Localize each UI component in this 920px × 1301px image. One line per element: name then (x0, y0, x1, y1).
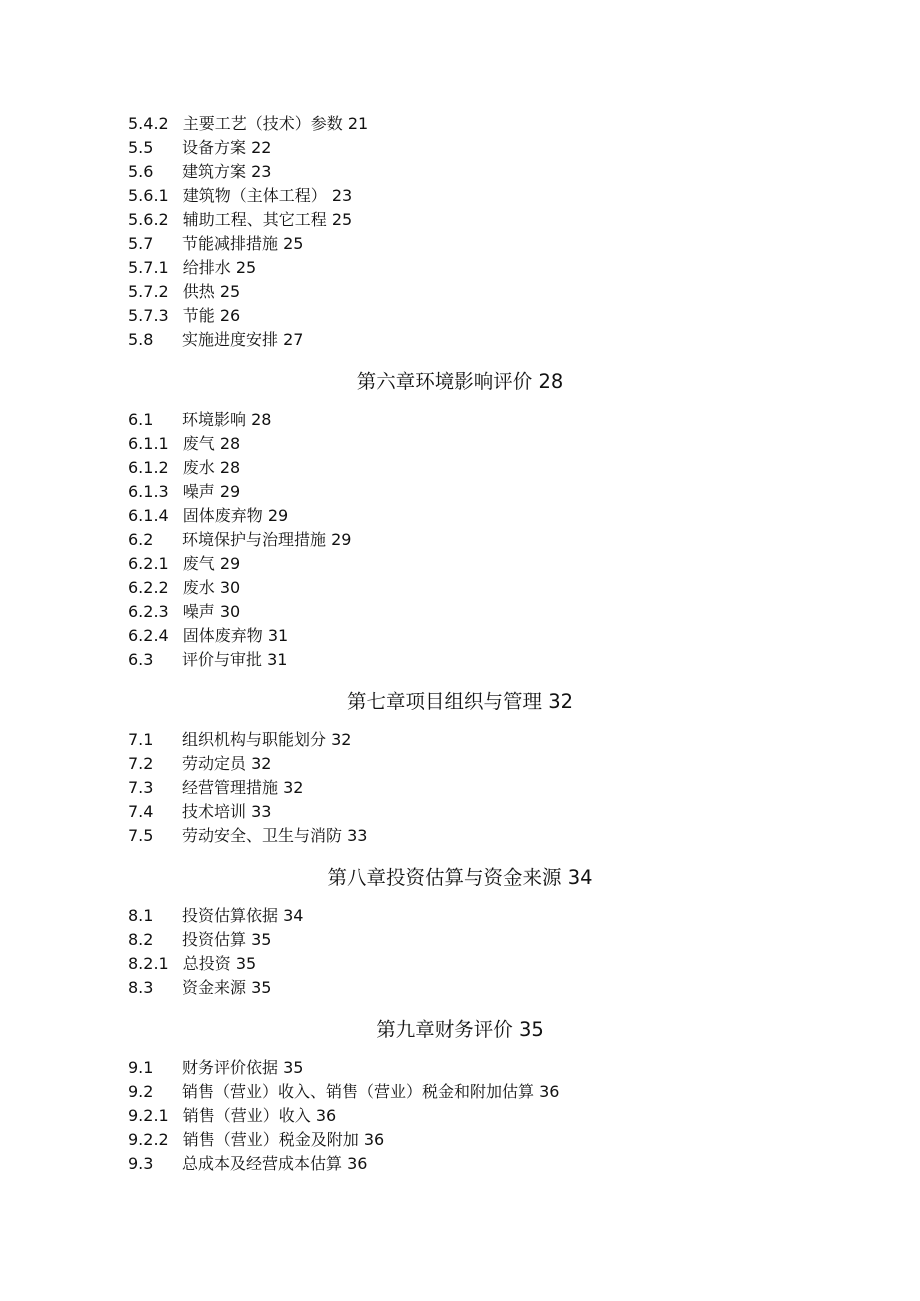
entry-number: 7.2 (128, 754, 154, 773)
entry-page: 36 (363, 1130, 385, 1149)
toc-entry[interactable] (128, 904, 808, 928)
entry-page: 36 (315, 1106, 337, 1125)
entry-page: 28 (219, 458, 241, 477)
entry-title: 废气 (182, 554, 215, 573)
entry-number: 6.2.4 (128, 626, 169, 645)
entry-title: 设备方案 (182, 138, 247, 157)
entry-page: 36 (347, 1154, 368, 1173)
entry-number: 6.1.3 (128, 482, 169, 501)
toc-section-7 (128, 728, 808, 848)
entry-page: 25 (283, 234, 304, 253)
entry-title: 劳动安全、卫生与消防 (182, 826, 343, 845)
entry-number: 6.2.2 (128, 578, 169, 597)
entry-page: 27 (283, 330, 304, 349)
entry-page: 21 (347, 114, 369, 133)
toc-entry[interactable] (128, 208, 808, 232)
toc-entry[interactable] (128, 648, 808, 672)
entry-number: 6.1.2 (128, 458, 169, 477)
chapter-heading-7[interactable] (0, 688, 920, 716)
entry-title: 销售（营业）收入 (182, 1106, 311, 1125)
entry-page: 34 (283, 906, 304, 925)
toc-section-6 (128, 408, 808, 672)
toc-entry[interactable] (128, 184, 808, 208)
entry-page: 23 (331, 186, 353, 205)
entry-page: 35 (251, 930, 272, 949)
entry-number: 7.3 (128, 778, 154, 797)
entry-page: 28 (251, 410, 272, 429)
toc-entry[interactable] (128, 456, 808, 480)
entry-number: 9.2.1 (128, 1106, 169, 1125)
toc-entry[interactable] (128, 480, 808, 504)
toc-entry[interactable] (128, 576, 808, 600)
entry-title: 经营管理措施 (182, 778, 279, 797)
toc-entry[interactable] (128, 256, 808, 280)
entry-title: 资金来源 (182, 978, 247, 997)
entry-page: 22 (251, 138, 272, 157)
entry-title: 建筑物（主体工程） (182, 186, 327, 205)
entry-title: 投资估算 (182, 930, 247, 949)
entry-page: 25 (219, 282, 241, 301)
entry-page: 33 (347, 826, 368, 845)
entry-title: 实施进度安排 (182, 330, 279, 349)
toc-section-8 (128, 904, 808, 1000)
toc-entry[interactable] (128, 328, 808, 352)
entry-title: 技术培训 (182, 802, 247, 821)
entry-number: 6.1.1 (128, 434, 169, 453)
entry-number: 9.1 (128, 1058, 154, 1077)
toc-section-5 (128, 112, 808, 352)
toc-entry[interactable] (128, 728, 808, 752)
chapter-title: 第七章项目组织与管理 (346, 690, 542, 713)
entry-page: 35 (283, 1058, 304, 1077)
toc-entry[interactable] (128, 1080, 808, 1104)
entry-number: 5.6.1 (128, 186, 169, 205)
toc-entry[interactable] (128, 1128, 808, 1152)
entry-title: 节能 (182, 306, 215, 325)
entry-page: 32 (331, 730, 352, 749)
entry-title: 废水 (182, 578, 215, 597)
toc-entry[interactable] (128, 600, 808, 624)
entry-page: 31 (267, 626, 289, 645)
entry-title: 环境保护与治理措施 (182, 530, 327, 549)
entry-page: 35 (235, 954, 257, 973)
entry-page: 25 (331, 210, 353, 229)
entry-title: 总投资 (182, 954, 231, 973)
toc-entry[interactable] (128, 136, 808, 160)
entry-page: 25 (235, 258, 257, 277)
toc-entry[interactable] (128, 752, 808, 776)
toc-entry[interactable] (128, 776, 808, 800)
entry-number: 5.6 (128, 162, 154, 181)
entry-page: 32 (251, 754, 272, 773)
entry-page: 32 (283, 778, 304, 797)
entry-number: 6.2.1 (128, 554, 169, 573)
entry-number: 5.7.1 (128, 258, 169, 277)
entry-number: 8.1 (128, 906, 154, 925)
entry-page: 30 (219, 602, 241, 621)
toc-entry[interactable] (128, 232, 808, 256)
entry-page: 23 (251, 162, 272, 181)
entry-title: 总成本及经营成本估算 (182, 1154, 343, 1173)
entry-title: 环境影响 (182, 410, 247, 429)
entry-title: 废气 (182, 434, 215, 453)
entry-number: 8.2 (128, 930, 154, 949)
toc-entry[interactable] (128, 824, 808, 848)
entry-title: 节能减排措施 (182, 234, 279, 253)
chapter-page: 34 (567, 866, 593, 889)
entry-page: 36 (539, 1082, 560, 1101)
entry-page: 33 (251, 802, 272, 821)
entry-page: 28 (219, 434, 241, 453)
entry-number: 7.5 (128, 826, 154, 845)
chapter-page: 35 (518, 1018, 544, 1041)
entry-title: 劳动定员 (182, 754, 247, 773)
chapter-heading-6[interactable] (0, 368, 920, 396)
entry-title: 辅助工程、其它工程 (182, 210, 327, 229)
entry-title: 主要工艺（技术）参数 (182, 114, 343, 133)
entry-page: 26 (219, 306, 241, 325)
entry-number: 9.3 (128, 1154, 154, 1173)
entry-number: 5.7.2 (128, 282, 169, 301)
entry-title: 供热 (182, 282, 215, 301)
toc-entry[interactable] (128, 504, 808, 528)
entry-title: 固体废弃物 (182, 506, 263, 525)
entry-number: 6.1.4 (128, 506, 169, 525)
toc-entry[interactable] (128, 1056, 808, 1080)
toc-entry[interactable] (128, 112, 808, 136)
toc-entry[interactable] (128, 976, 808, 1000)
toc-entry[interactable] (128, 528, 808, 552)
entry-number: 5.4.2 (128, 114, 169, 133)
entry-number: 7.4 (128, 802, 154, 821)
entry-title: 建筑方案 (182, 162, 247, 181)
entry-number: 5.7 (128, 234, 154, 253)
entry-page: 31 (267, 650, 288, 669)
entry-title: 财务评价依据 (182, 1058, 279, 1077)
entry-page: 29 (267, 506, 289, 525)
chapter-heading-8[interactable] (0, 864, 920, 892)
entry-title: 废水 (182, 458, 215, 477)
entry-number: 9.2.2 (128, 1130, 169, 1149)
chapter-page: 28 (538, 370, 564, 393)
toc-entry[interactable] (128, 160, 808, 184)
entry-title: 给排水 (182, 258, 231, 277)
entry-title: 评价与审批 (182, 650, 263, 669)
entry-number: 6.2.3 (128, 602, 169, 621)
entry-title: 销售（营业）收入、销售（营业）税金和附加估算 (182, 1082, 535, 1101)
entry-number: 8.3 (128, 978, 154, 997)
entry-number: 6.1 (128, 410, 154, 429)
entry-number: 5.8 (128, 330, 154, 349)
entry-number: 6.2 (128, 530, 154, 549)
entry-title: 销售（营业）税金及附加 (182, 1130, 359, 1149)
toc-entry[interactable] (128, 304, 808, 328)
toc-entry[interactable] (128, 552, 808, 576)
toc-entry[interactable] (128, 624, 808, 648)
toc-entry[interactable] (128, 800, 808, 824)
entry-number: 8.2.1 (128, 954, 169, 973)
entry-page: 29 (331, 530, 352, 549)
toc-entry[interactable] (128, 1152, 808, 1176)
chapter-title: 第八章投资估算与资金来源 (327, 866, 562, 889)
entry-number: 5.6.2 (128, 210, 169, 229)
entry-number: 9.2 (128, 1082, 154, 1101)
chapter-page: 32 (548, 690, 574, 713)
toc-entry[interactable] (128, 1104, 808, 1128)
chapter-title: 第九章财务评价 (376, 1018, 513, 1041)
toc-entry[interactable] (128, 408, 808, 432)
entry-page: 29 (219, 482, 241, 501)
toc-entry[interactable] (128, 928, 808, 952)
entry-title: 投资估算依据 (182, 906, 279, 925)
toc-entry[interactable] (128, 280, 808, 304)
entry-title: 组织机构与职能划分 (182, 730, 327, 749)
entry-page: 29 (219, 554, 241, 573)
entry-title: 噪声 (182, 602, 215, 621)
entry-title: 噪声 (182, 482, 215, 501)
entry-page: 35 (251, 978, 272, 997)
toc-section-9 (128, 1056, 808, 1176)
entry-number: 5.5 (128, 138, 154, 157)
toc-entry[interactable] (128, 952, 808, 976)
entry-page: 30 (219, 578, 241, 597)
entry-title: 固体废弃物 (182, 626, 263, 645)
entry-number: 7.1 (128, 730, 154, 749)
chapter-title: 第六章环境影响评价 (356, 370, 533, 393)
entry-number: 5.7.3 (128, 306, 169, 325)
toc-entry[interactable] (128, 432, 808, 456)
entry-number: 6.3 (128, 650, 154, 669)
chapter-heading-9[interactable] (0, 1016, 920, 1044)
